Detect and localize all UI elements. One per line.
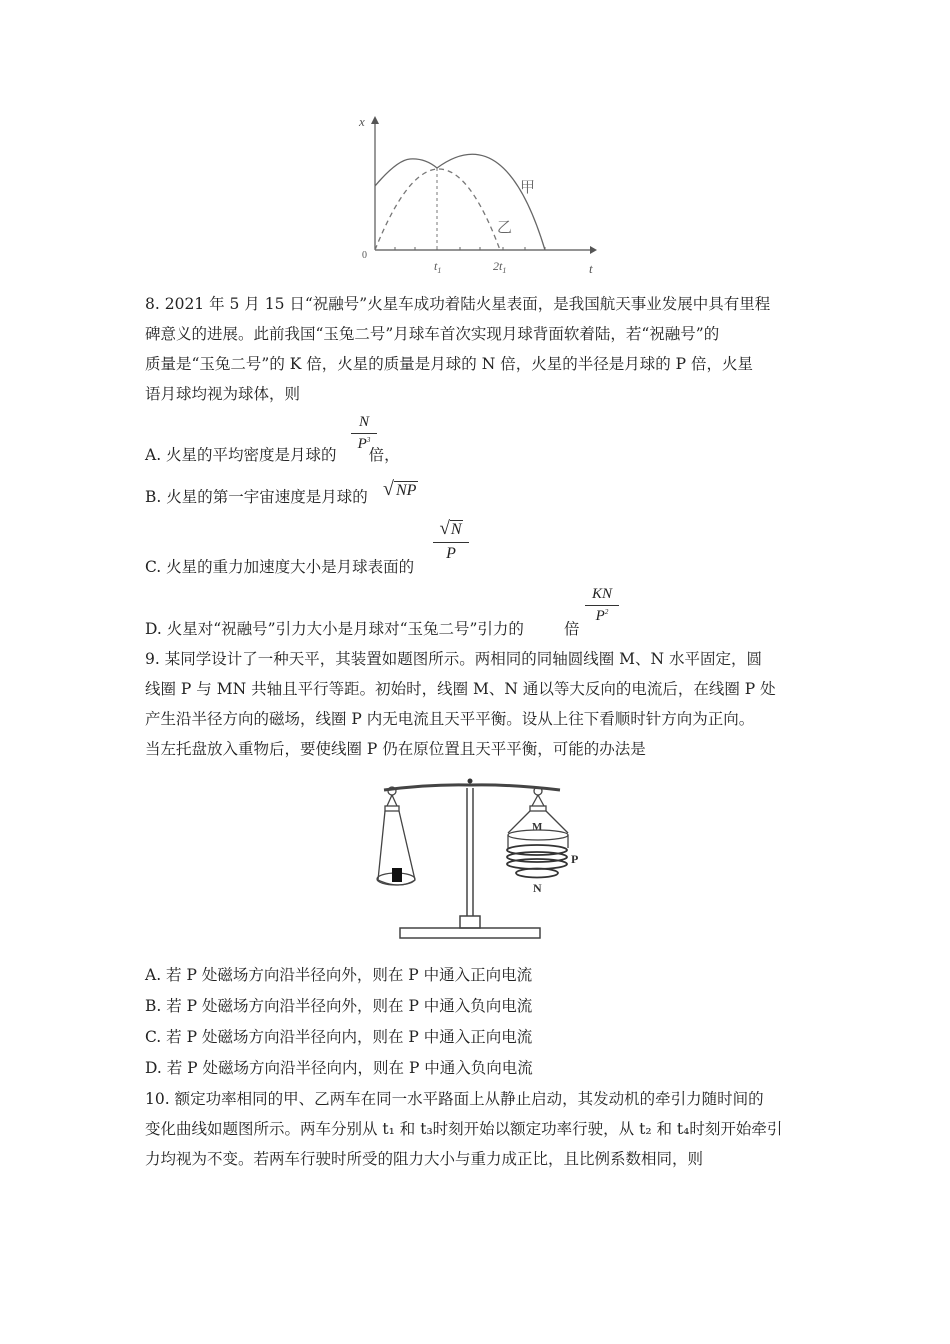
fraction-denominator: P: [446, 545, 456, 562]
balance-beam: [384, 785, 560, 790]
fraction-numerator: N: [358, 414, 369, 430]
q8-line-3: 质量是“玉兔二号”的 K 倍，火星的质量是月球的 N 倍，火星的半径是月球的 P 倍，火星: [145, 355, 753, 373]
coil-m-label: M: [532, 821, 543, 833]
q8-option-a-tail: 倍，: [368, 446, 400, 464]
q8-line-4: 语月球均视为球体，则: [145, 385, 301, 403]
q9-option-d: D. 若 P 处磁场方向沿半径向内，则在 P 中通入负向电流: [145, 1059, 533, 1077]
q8-option-c-fraction: [433, 518, 469, 563]
x-axis-label: x: [359, 114, 365, 129]
jia-label: 甲: [520, 180, 536, 196]
2t1-tick-label: $2t_1$: [493, 259, 507, 275]
q9-line-2: 线圈 P 与 MN 共轴且平行等距。初始时，线圈 M、N 通以等大反向的电流后，在线圈 P 处: [145, 680, 776, 698]
sqrt-sign-icon: √: [383, 478, 394, 500]
q8-option-c: [145, 556, 414, 578]
q8-option-d-fraction: [585, 586, 619, 625]
q8-line-1: 8. 2021 年 5 月 15 日“祝融号”火星车成功着陆火星表面，是我国航天事业发展中具有里程: [145, 295, 771, 313]
q8-option-a-text: A. 火星的平均密度是月球的: [145, 446, 337, 464]
q8-option-c-text: C. 火星的重力加速度大小是月球表面的: [145, 558, 415, 576]
q9-line-1: 9. 某同学设计了一种天平，其装置如题图所示。两相同的同轴圆线圈 M、N 水平固定，圆: [145, 650, 763, 668]
balance-figure: [370, 768, 585, 953]
sqrt-radicand: NP: [395, 482, 417, 499]
fraction-numerator: N: [450, 521, 462, 538]
right-pan: [508, 787, 568, 848]
q8-option-a-fraction: [351, 414, 377, 453]
coil-n-label: N: [533, 881, 542, 895]
origin-label: 0: [362, 250, 367, 261]
pivot-icon: [468, 779, 473, 784]
q9-option-c: C. 若 P 处磁场方向沿半径向内，则在 P 中通入正向电流: [145, 1028, 533, 1046]
q8-option-d-tail: 倍: [563, 620, 580, 638]
q8-option-b-text: B. 火星的第一宇宙速度是月球的: [145, 488, 368, 506]
weight-block: [392, 868, 402, 882]
fraction-denominator: P: [357, 436, 367, 452]
q10-line-3: 力均视为不变。若两车行驶时所受的阻力大小与重力成正比，且比例系数相同，则: [145, 1150, 704, 1168]
fraction-exponent: 2: [604, 608, 609, 616]
fraction-exponent: 3: [366, 436, 371, 444]
fraction-numerator: KN: [591, 586, 612, 602]
t-axis-label: t: [589, 261, 593, 276]
yi-label: 乙: [497, 220, 513, 236]
balance-base: [400, 928, 540, 938]
q9-option-a: A. 若 P 处磁场方向沿半径向外，则在 P 中通入正向电流: [145, 966, 533, 984]
q8-option-b: [145, 486, 368, 508]
q8-option-d: [145, 618, 579, 640]
t1-tick-label: $t_1$: [434, 259, 442, 275]
q9-line-3: 产生沿半径方向的磁场，线圈 P 内无电流且天平平衡。设从上往下看顺时针方向为正向。: [145, 710, 755, 728]
sqrt-sign-icon: √: [439, 518, 450, 539]
fraction-denominator: P: [595, 608, 605, 624]
q8-option-b-sqrt: [383, 478, 418, 501]
q8-option-d-text: D. 火星对“祝融号”引力大小是月球对“玉兔二号”引力的: [145, 620, 524, 638]
q10-line-1: 10. 额定功率相同的甲、乙两车在同一水平路面上从静止启动，其发动机的牵引力随时间的: [145, 1090, 764, 1108]
curve-jia: [375, 154, 545, 250]
q10-line-2: 变化曲线如题图所示。两车分别从 t₁ 和 t₃时刻开始以额定功率行驶，从 t₂ 和 t₄时刻开始牵引: [145, 1120, 783, 1138]
q8-line-2: 碑意义的进展。此前我国“玉兔二号”月球车首次实现月球背面软着陆，若“祝融号”的: [145, 325, 720, 343]
t-axis-arrow: [590, 246, 597, 254]
xt-graph: [345, 108, 605, 278]
x-axis-arrow: [371, 116, 379, 124]
q9-option-b: B. 若 P 处磁场方向沿半径向外，则在 P 中通入负向电流: [145, 997, 533, 1015]
q9-line-4: 当左托盘放入重物后，要使线圈 P 仍在原位置且天平平衡，可能的办法是: [145, 740, 646, 758]
coil-p-label: P: [571, 852, 579, 866]
coils: [507, 845, 567, 878]
